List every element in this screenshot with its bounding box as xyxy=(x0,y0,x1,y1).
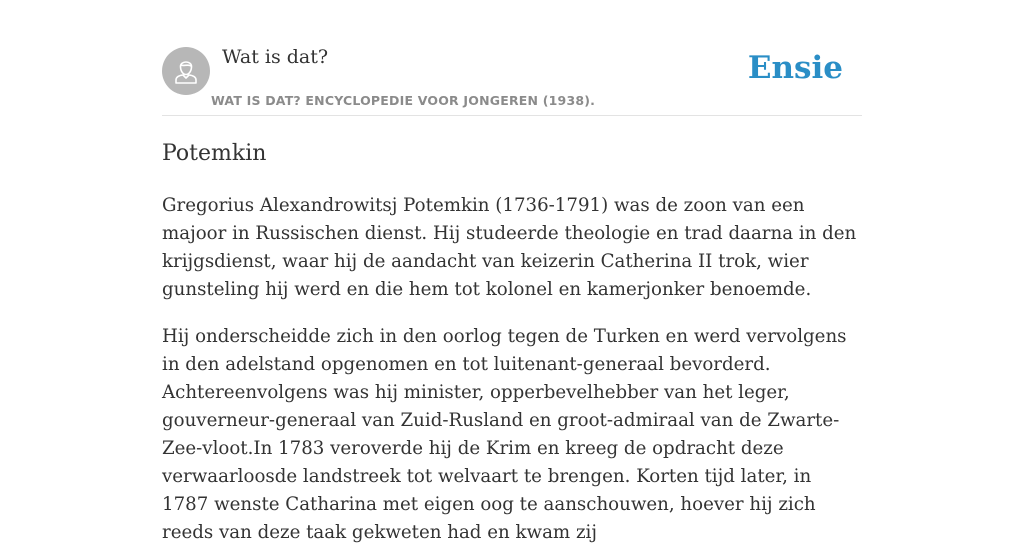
source-subtitle: WAT IS DAT? ENCYCLOPEDIE VOOR JONGEREN (1938). xyxy=(211,93,596,108)
article-paragraph: Gregorius Alexandrowitsj Potemkin (1736-1791) was de zoon van een majoor in Russischen dienst. Hij studeerde theologie en trad daarna in den krijgsdienst, waar hij de aandacht van keizerin Catherina II trok, wier gunsteling hij werd en die hem tot kolonel en kamerjonker benoemde. xyxy=(162,195,857,300)
article xyxy=(162,138,862,547)
source-header xyxy=(162,0,862,116)
article-paragraph: Hij onderscheidde zich in den oorlog tegen de Turken en werd vervolgens in den adelstand opgenomen en tot luitenant-generaal bevorderd. Achtereenvolgens was hij minister, opperbevelhebber van het leger, gouverneur-generaal van Zuid-Rusland en groot-admiraal van de Zwarte-Zee-vloot.In 1783 veroverde hij de Krim en kreeg de opdracht deze verwaarloosde landstreek tot welvaart te brengen. Korten tijd later, in 1787 wenste Catharina met eigen oog te aanschouwen, hoever hij zich reeds van deze taak gekweten had en kwam zij xyxy=(162,326,847,543)
brand-logo-link[interactable]: Ensie xyxy=(747,50,843,86)
avatar[interactable] xyxy=(162,47,210,95)
source-title[interactable]: Wat is dat? xyxy=(222,46,329,68)
user-silhouette-icon xyxy=(162,47,210,95)
article-title: Potemkin xyxy=(162,141,267,166)
